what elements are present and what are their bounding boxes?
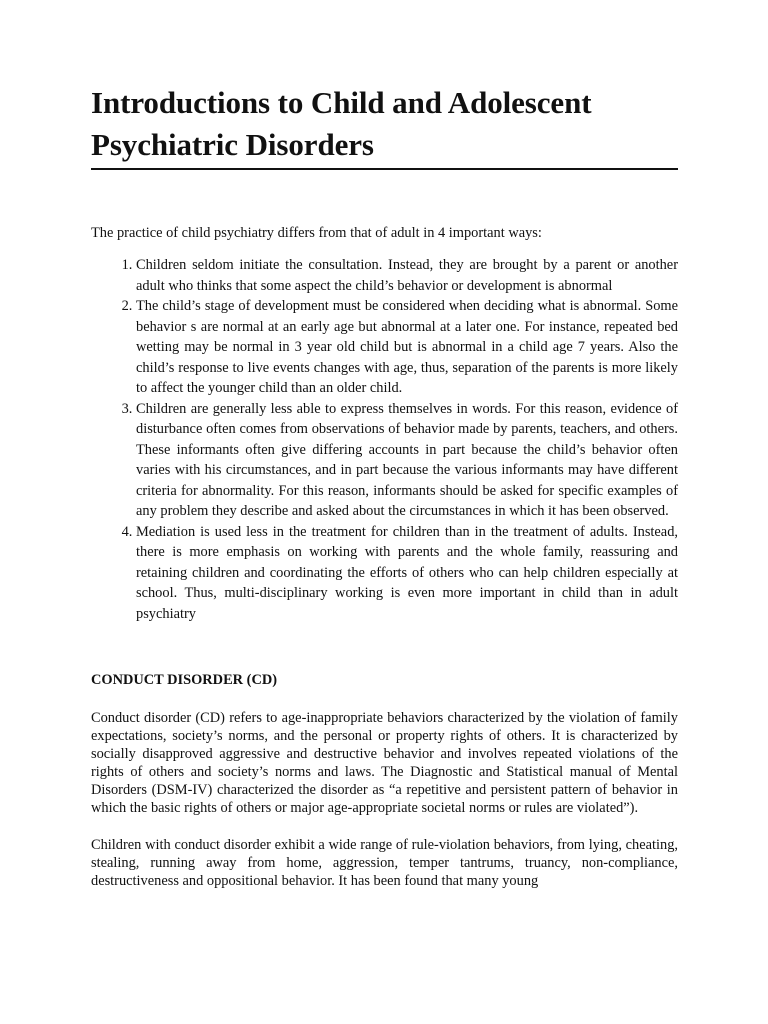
list-item: 4. Mediation is used less in the treatment for children than in the treatment of adults. Instead, there is more emphasis on working with parents and the whole family, reassuring and retaining children and coordinating the efforts of others who can help children especially at school. Thus, multi-disciplinary working is even more important in child than in adult psychiatry <box>136 522 678 625</box>
title-underline <box>91 168 678 170</box>
document-title <box>91 0 678 166</box>
list-item: 3. Children are generally less able to express themselves in words. For this reason, evidence of disturbance often comes from observations of behavior made by parents, teachers, and others. These informants often give differing accounts in part because the child’s behavior often varies with his circumstances, and in part because the various informants may have different criteria for abnormality. For this reason, informants should be asked for specific examples of any problem they describe and asked about the circumstances in which it has been observed. <box>136 399 678 522</box>
section-heading: CONDUCT DISORDER (CD) <box>91 672 278 688</box>
differences-list <box>91 255 678 624</box>
title-line-2: Psychiatric Disorders <box>91 127 374 162</box>
body-paragraph: Conduct disorder (CD) refers to age-inappropriate behaviors characterized by the violation of family expectations, society’s norms, and the personal or property rights of others. It is characterized by socially disapproved aggressive and destructive behavior and involves repeated violations of the rights of others and society’s norms and laws. The Diagnostic and Statistical manual of Mental Disorders (DSM-IV) characterized the disorder as “a repetitive and persistent pattern of behavior in which the basic rights of others or major age-appropriate societal norms or rules are violated”). <box>91 710 678 817</box>
document-page <box>91 0 678 890</box>
list-item: 2. The child’s stage of development must be considered when deciding what is abnormal. Some behavior s are normal at an early age but abnormal at a later one. For instance, repeated bed wetting may be normal in 3 year old child but is abnormal in a child age 7 years. Also the child’s response to live events changes with age, thus, separation of the parents is more likely to affect the younger child than an older child. <box>136 296 678 399</box>
list-item: 1. Children seldom initiate the consultation. Instead, they are brought by a parent or another adult who thinks that some aspect the child’s behavior or development is abnormal <box>136 255 678 296</box>
intro-paragraph: The practice of child psychiatry differs from that of adult in 4 important ways: <box>91 225 542 241</box>
body-paragraph: Children with conduct disorder exhibit a wide range of rule-violation behaviors, from lying, cheating, stealing, running away from home, aggression, temper tantrums, truancy, non-compliance, destructiveness and oppositional behavior. It has been found that many young <box>91 836 678 889</box>
title-line-1: Introductions to Child and Adolescent <box>91 85 592 120</box>
